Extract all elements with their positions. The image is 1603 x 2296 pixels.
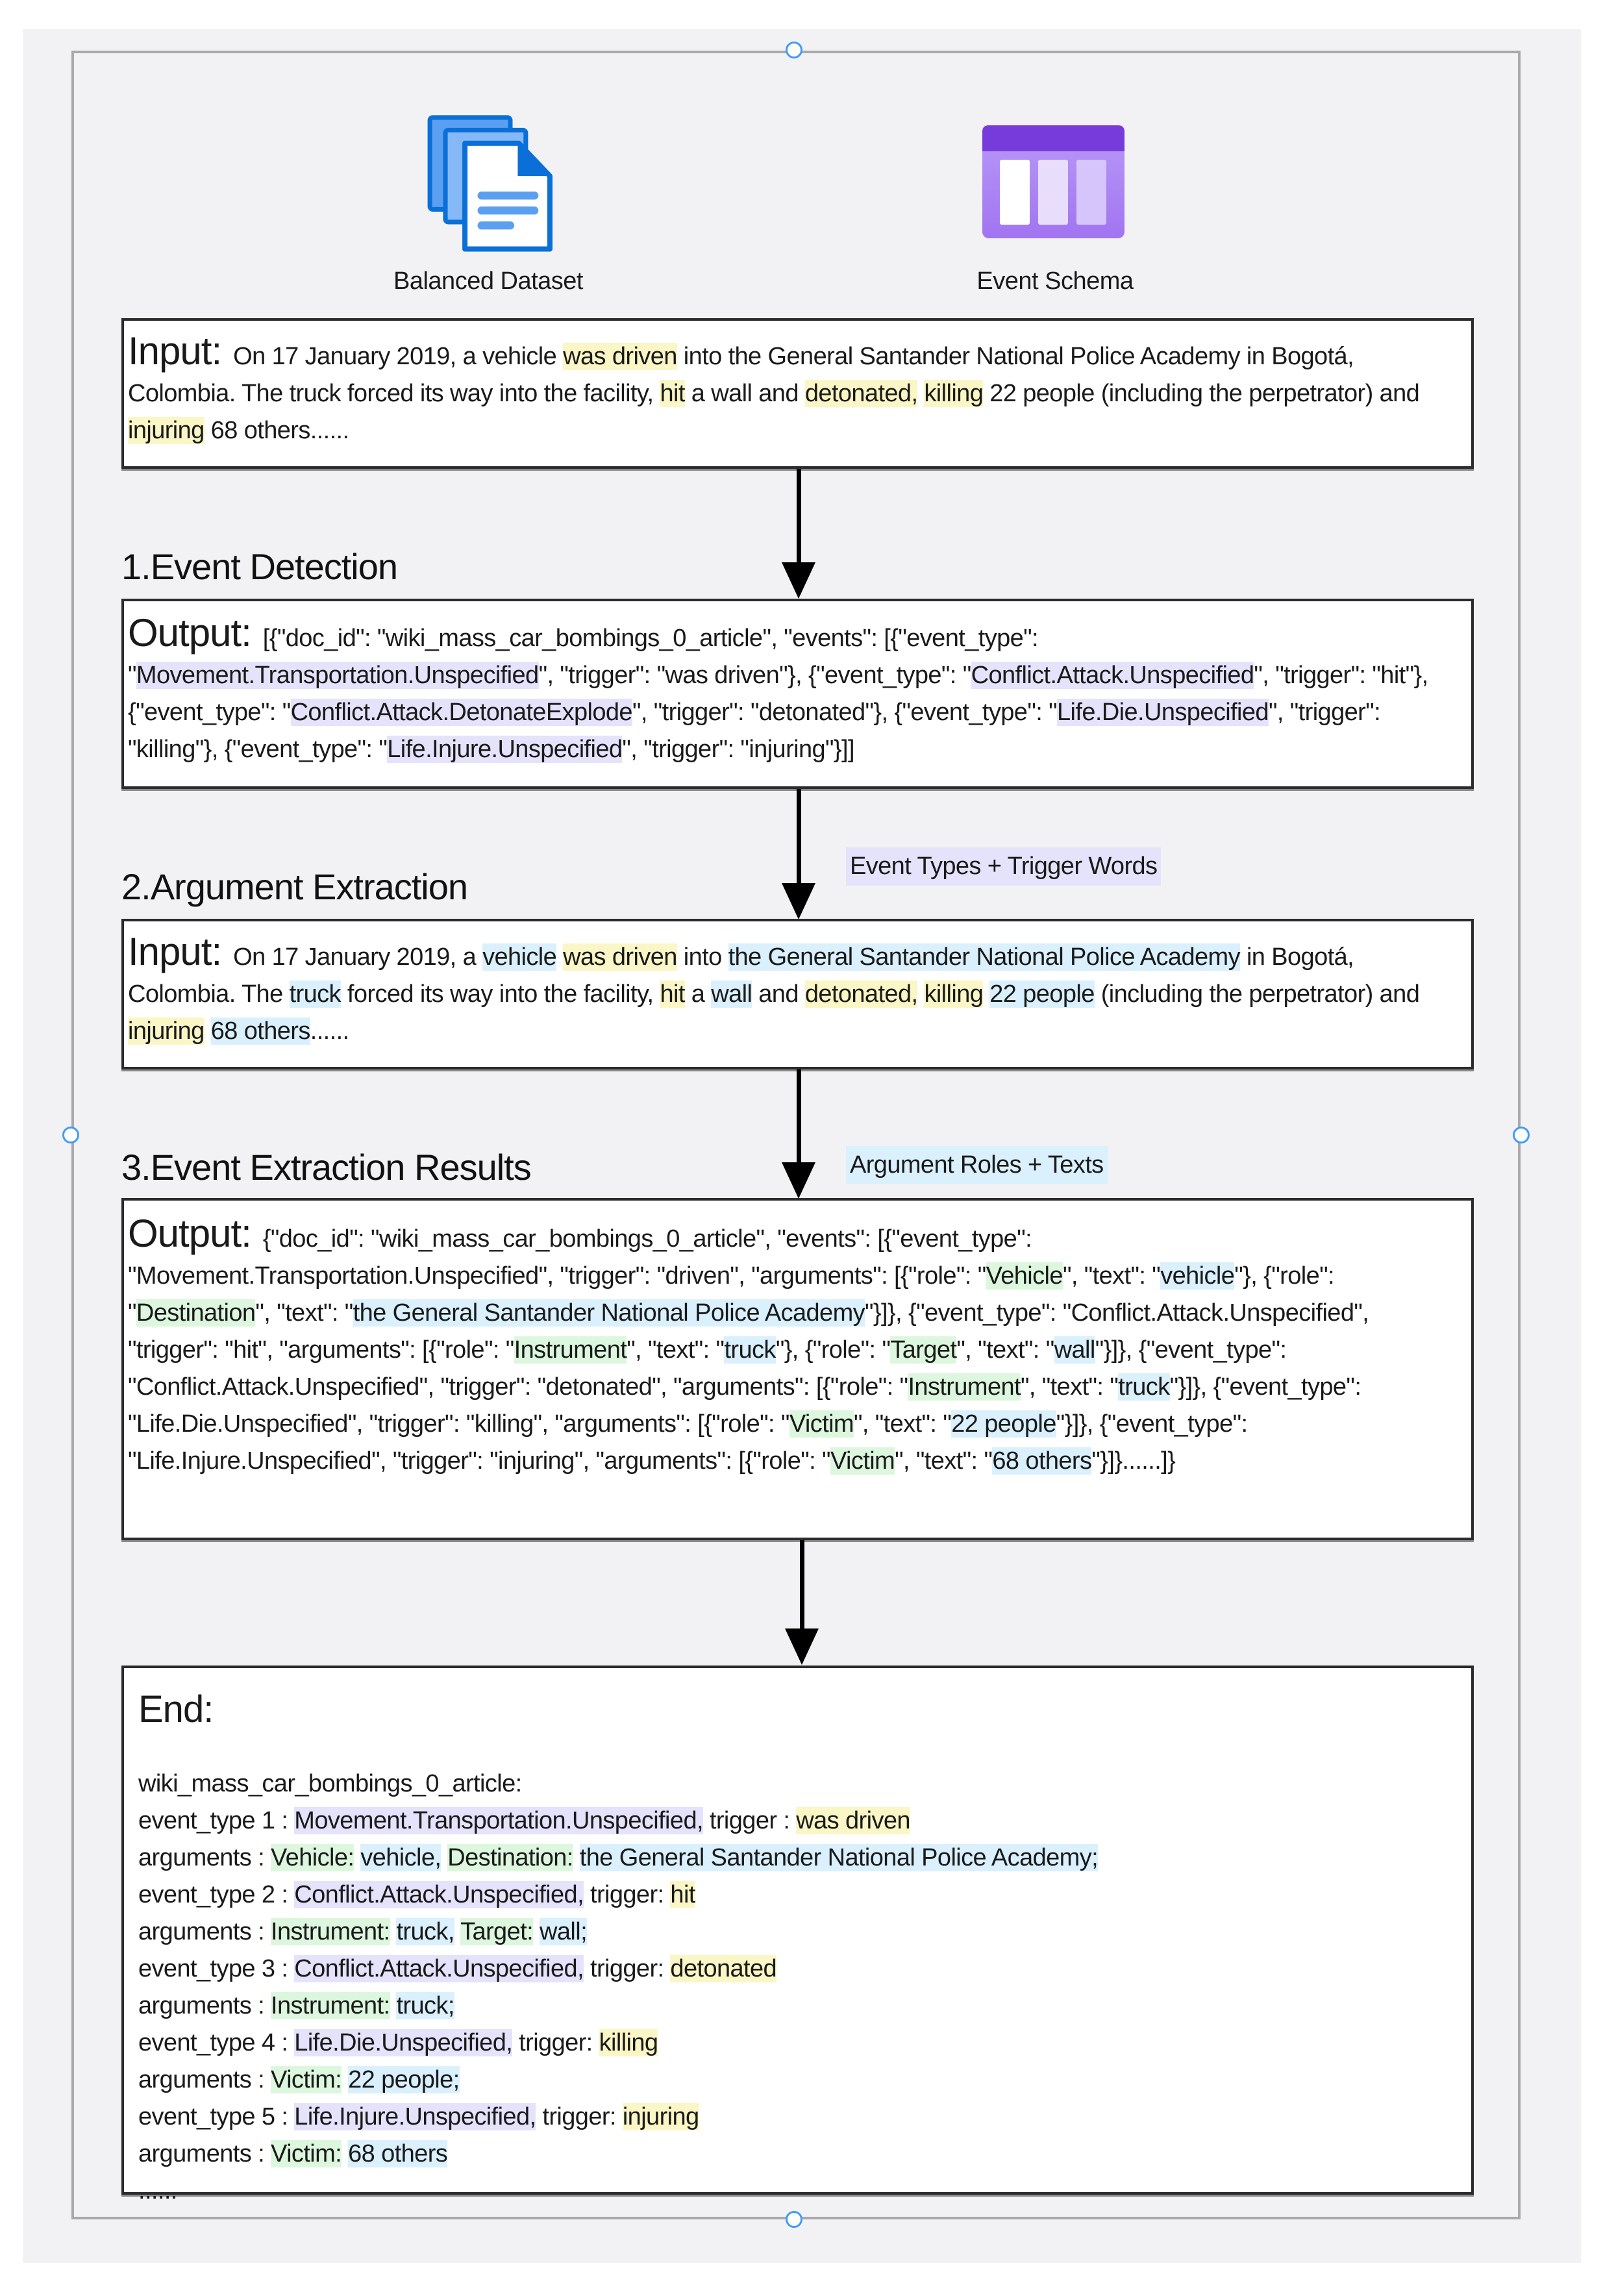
plain-text: "}]}......]}	[1091, 1447, 1176, 1475]
argument-extraction-input-box	[121, 919, 1474, 1069]
trigger-highlight: killing	[599, 2029, 658, 2056]
argument-text-highlight: truck;	[396, 1992, 454, 2019]
documents-stack-icon	[416, 104, 565, 260]
plain-text	[556, 943, 563, 971]
plain-text: ", "text": "	[627, 1336, 725, 1364]
plain-text: into the General Santander National Police Academy in Bogotá, Colombia. The truck forced its way into the facility,	[128, 343, 1354, 407]
input-box	[121, 318, 1474, 469]
plain-text: trigger:	[536, 2103, 623, 2130]
event-schema-label: Event Schema	[976, 268, 1134, 295]
end-summary-line	[138, 1803, 1098, 1840]
trigger-highlight: injuring	[128, 417, 205, 444]
plain-text	[573, 1844, 580, 1871]
trigger-highlight: killing	[924, 980, 984, 1008]
plain-text	[917, 380, 924, 407]
plain-text: ", "trigger": "hit"}, {"event_type": "	[128, 662, 1428, 726]
argument-role-highlight: Victim	[789, 1410, 854, 1438]
step1-title: 1.Event Detection	[121, 546, 398, 587]
resize-handle-top[interactable]	[786, 42, 802, 58]
trigger-highlight: hit	[670, 1881, 695, 1908]
plain-text	[441, 1844, 447, 1871]
trigger-highlight: killing	[924, 380, 984, 407]
argument-role-highlight: Instrument:	[271, 1992, 390, 2019]
trigger-highlight: injuring	[622, 2103, 699, 2130]
argument-text-highlight: truck,	[396, 1918, 454, 1945]
plain-text: in Bogotá, Colombia. The	[128, 943, 1354, 1008]
end-summary-line	[138, 1877, 1098, 1914]
end-summary-line	[138, 2099, 1098, 2136]
plain-text	[342, 2140, 348, 2167]
plain-text: ", "text": "	[255, 1299, 353, 1327]
plain-text: 68 others......	[204, 417, 349, 444]
end-summary-line	[138, 2062, 1098, 2099]
plain-text: ", "trigger": "was driven"}, {"event_type": "	[538, 662, 971, 689]
plain-text: "}]}, {"event_type": "Conflict.Attack.Unspecified", "trigger": "hit", "arguments": [{"role": "	[128, 1299, 1369, 1364]
resize-handle-bottom[interactable]	[786, 2211, 802, 2228]
resize-handle-left[interactable]	[62, 1127, 79, 1143]
argument-text-highlight: the General Santander National Police Academy	[728, 943, 1240, 971]
plain-text: forced its way into the facility,	[340, 980, 660, 1008]
plain-text: ", "text": "	[895, 1447, 993, 1475]
plain-text	[917, 980, 924, 1008]
plain-text: arguments :	[138, 1992, 271, 2019]
plain-text: ", "trigger": "detonated"}, {"event_type": "	[632, 699, 1058, 726]
flow-arrow-head-2	[782, 883, 815, 919]
plain-text	[390, 1992, 397, 2019]
argument-text-highlight: wall	[711, 980, 752, 1008]
argument-text-highlight: 68 others	[348, 2140, 448, 2167]
plain-text	[390, 1918, 397, 1945]
trigger-highlight: detonated	[670, 1955, 777, 1982]
trigger-highlight: was driven	[796, 1807, 910, 1834]
plain-text: "}, {"role": "	[128, 1262, 1334, 1327]
plain-text: (including the perpetrator) and	[1094, 980, 1420, 1008]
plain-text: ", "text": "	[853, 1410, 952, 1438]
argument-role-highlight: Victim:	[271, 2140, 342, 2167]
argument-role-highlight: Destination:	[447, 1844, 573, 1871]
flow-arrow-head-4	[785, 1628, 819, 1665]
plain-text: and	[752, 980, 805, 1008]
end-summary-box	[121, 1666, 1474, 2204]
output-lead: Output:	[128, 1212, 251, 1255]
plain-text: event_type 2 :	[138, 1881, 295, 1908]
argument-text-highlight: 68 others	[992, 1447, 1092, 1475]
table-columns-icon	[980, 123, 1126, 240]
trigger-highlight: hit	[660, 980, 685, 1008]
argument-text-highlight: 22 people	[989, 980, 1095, 1008]
plain-text: arguments :	[138, 2140, 271, 2167]
plain-text: "}]}, {"event_type": "Life.Die.Unspecified", "trigger": "killing", "arguments": [{"role": "	[128, 1373, 1361, 1438]
resize-handle-right[interactable]	[1513, 1127, 1530, 1143]
plain-text: wiki_mass_car_bombings_0_article:	[138, 1770, 522, 1797]
end-summary-line	[138, 1840, 1098, 1877]
plain-text: arguments :	[138, 1918, 271, 1945]
trigger-highlight: injuring	[128, 1017, 205, 1045]
plain-text	[983, 980, 989, 1008]
argument-text-highlight: 22 people;	[348, 2066, 460, 2093]
event-type-highlight: Conflict.Attack.DetonateExplode	[290, 699, 632, 726]
argument-role-highlight: Target	[890, 1336, 957, 1364]
input-lead: Input:	[128, 329, 222, 373]
step2-title: 2.Argument Extraction	[121, 866, 468, 907]
plain-text: arguments :	[138, 1844, 271, 1871]
event-type-highlight: Conflict.Attack.Unspecified,	[294, 1955, 584, 1982]
argument-text-highlight: vehicle	[482, 943, 557, 971]
plain-text: "}, {"role": "	[775, 1336, 891, 1364]
argument-text-highlight: truck	[724, 1336, 776, 1364]
balanced-dataset-label: Balanced Dataset	[393, 268, 583, 295]
plain-text: a wall and	[684, 380, 805, 407]
plain-text: event_type 5 :	[138, 2103, 295, 2130]
output-lead: Output:	[128, 611, 251, 655]
argument-extraction-input-text	[128, 930, 1458, 1050]
plain-text: event_type 3 :	[138, 1955, 295, 1982]
event-type-highlight: Conflict.Attack.Unspecified,	[294, 1881, 584, 1908]
flow-arrow-head-3	[782, 1162, 815, 1199]
argument-role-highlight: Instrument	[908, 1373, 1021, 1401]
step3-title: 3.Event Extraction Results	[121, 1147, 531, 1188]
flow-arrow-head-1	[782, 562, 815, 599]
plain-text: "}]}, {"event_type": "Conflict.Attack.Unspecified", "trigger": "detonated", "arguments": [{"role": "	[128, 1336, 1287, 1401]
event-type-highlight: Life.Die.Unspecified	[1057, 699, 1269, 726]
event-type-highlight: Life.Die.Unspecified,	[294, 2029, 513, 2056]
event-type-highlight: Conflict.Attack.Unspecified	[971, 662, 1254, 689]
argument-role-highlight: Instrument	[514, 1336, 627, 1364]
argument-role-highlight: Vehicle:	[271, 1844, 354, 1871]
event-types-trigger-words-label: Event Types + Trigger Words	[846, 847, 1161, 886]
plain-text: arguments :	[138, 2066, 271, 2093]
argument-text-highlight: vehicle	[1160, 1262, 1235, 1290]
plain-text: trigger:	[584, 1955, 671, 1982]
end-title: End:	[138, 1688, 214, 1730]
event-detection-output-text	[128, 611, 1458, 768]
end-summary-line	[138, 1988, 1098, 2025]
event-type-highlight: Life.Injure.Unspecified,	[294, 2103, 536, 2130]
plain-text: "}]}, {"event_type": "Life.Injure.Unspecified", "trigger": "injuring", "arguments": [{"role": "	[128, 1410, 1248, 1475]
flow-arrow-line-4	[800, 1540, 804, 1631]
plain-text: ", "trigger": "killing"}, {"event_type": "	[128, 699, 1381, 763]
argument-text-highlight: wall	[1054, 1336, 1095, 1364]
plain-text: [{"doc_id": "wiki_mass_car_bombings_0_article", "events": [{"event_type": "	[128, 625, 1039, 689]
trigger-highlight: detonated,	[804, 980, 918, 1008]
end-summary-line	[138, 2136, 1098, 2173]
trigger-highlight: was driven	[563, 943, 677, 971]
argument-role-highlight: Victim	[830, 1447, 895, 1475]
argument-role-highlight: Victim:	[271, 2066, 342, 2093]
plain-text: ......	[138, 2177, 177, 2204]
plain-text: ", "trigger": "injuring"}]]	[622, 736, 854, 763]
argument-roles-texts-label: Argument Roles + Texts	[846, 1146, 1108, 1184]
event-type-highlight: Movement.Transportation.Unspecified,	[294, 1807, 703, 1834]
flow-arrow-line-1	[797, 469, 801, 566]
end-summary-line	[138, 1914, 1098, 1951]
input-lead: Input:	[128, 930, 222, 973]
plain-text	[533, 1918, 540, 1945]
event-detection-output-box	[121, 599, 1474, 789]
plain-text: 22 people (including the perpetrator) and	[983, 380, 1420, 407]
plain-text: trigger:	[512, 2029, 599, 2056]
flow-arrow-line-3	[797, 1069, 801, 1167]
argument-text-highlight: the General Santander National Police Academy;	[579, 1844, 1099, 1871]
plain-text: ", "text": "	[1020, 1373, 1119, 1401]
end-summary-line	[138, 1766, 1098, 1803]
end-summary-line	[138, 2173, 1098, 2210]
plain-text: trigger :	[702, 1807, 797, 1834]
event-type-highlight: Movement.Transportation.Unspecified	[136, 662, 539, 689]
argument-text-highlight: the General Santander National Police Academy	[353, 1299, 865, 1327]
argument-role-highlight: Target:	[460, 1918, 534, 1945]
trigger-highlight: hit	[660, 380, 685, 407]
trigger-highlight: detonated,	[804, 380, 918, 407]
plain-text	[354, 1844, 360, 1871]
plain-text	[454, 1918, 460, 1945]
end-summary-line	[138, 1951, 1098, 1988]
plain-text	[205, 1017, 211, 1045]
plain-text: ", "text": "	[1062, 1262, 1161, 1290]
event-type-highlight: Life.Injure.Unspecified	[387, 736, 623, 763]
end-summary-lines	[138, 1766, 1098, 2210]
event-extraction-results-text	[128, 1212, 1458, 1480]
argument-text-highlight: 22 people	[951, 1410, 1056, 1438]
plain-text: event_type 1 :	[138, 1807, 295, 1834]
argument-text-highlight: 68 others	[210, 1017, 310, 1045]
plain-text: trigger:	[584, 1881, 671, 1908]
argument-text-highlight: truck	[1118, 1373, 1170, 1401]
event-extraction-results-box	[121, 1198, 1474, 1540]
argument-role-highlight: Instrument:	[271, 1918, 390, 1945]
plain-text: a	[684, 980, 712, 1008]
argument-text-highlight: vehicle,	[360, 1844, 441, 1871]
trigger-highlight: was driven	[563, 343, 677, 370]
argument-text-highlight: truck	[289, 980, 341, 1008]
flow-arrow-line-2	[797, 789, 801, 886]
plain-text: ......	[310, 1017, 349, 1045]
plain-text: {"doc_id": "wiki_mass_car_bombings_0_article", "events": [{"event_type": "Movement.Transportation.Unspecified", "trigger": "driven", "arguments": [{"role": "	[128, 1225, 1032, 1290]
argument-role-highlight: Destination	[136, 1299, 256, 1327]
plain-text: ", "text": "	[956, 1336, 1054, 1364]
argument-text-highlight: wall;	[540, 1918, 588, 1945]
plain-text: On 17 January 2019, a vehicle	[233, 343, 564, 370]
input-text	[128, 329, 1458, 449]
plain-text: event_type 4 :	[138, 2029, 295, 2056]
argument-role-highlight: Vehicle	[986, 1262, 1063, 1290]
end-summary-line	[138, 2025, 1098, 2062]
plain-text	[342, 2066, 348, 2093]
plain-text: On 17 January 2019, a	[233, 943, 483, 971]
plain-text: into	[677, 943, 728, 971]
